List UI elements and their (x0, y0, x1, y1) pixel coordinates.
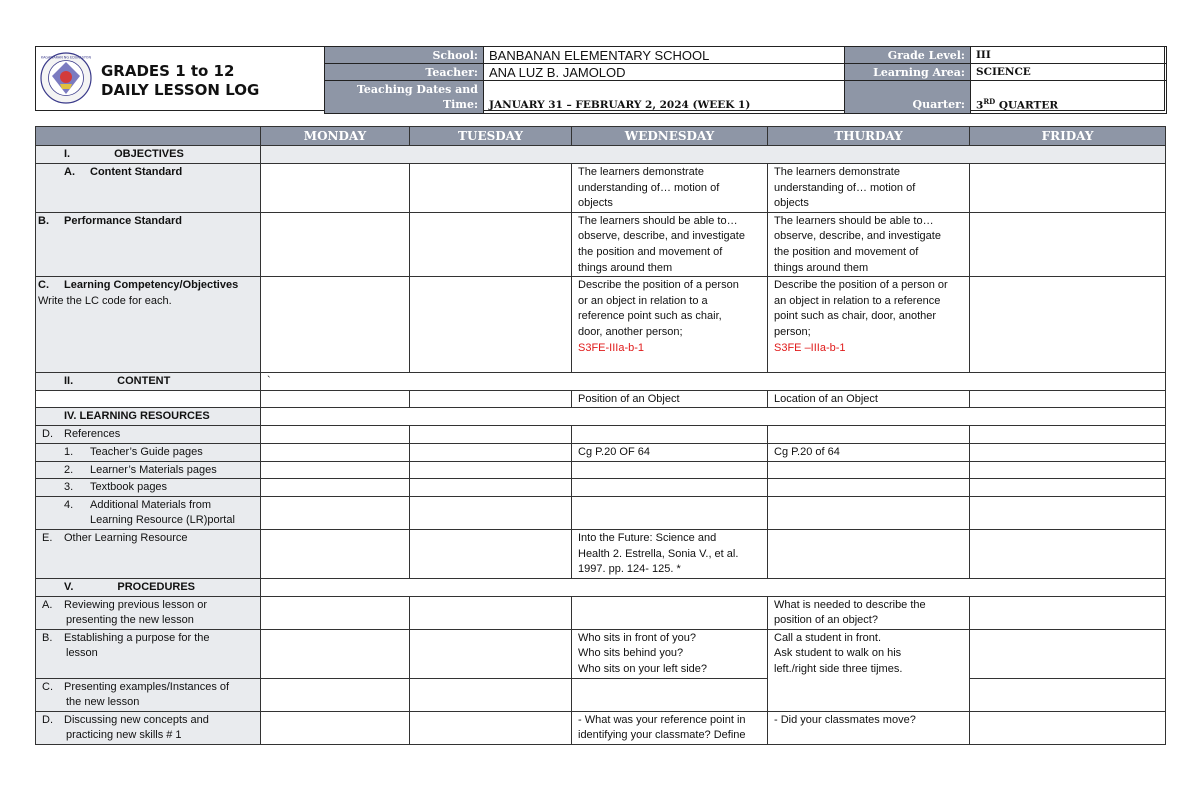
cell-line: objects (774, 197, 809, 210)
cell-line: the position and movement of (578, 245, 723, 258)
title-line-1: GRADES 1 to 12 (101, 62, 235, 80)
quarter-suffix: RD (983, 96, 996, 106)
content-standard-num: A. (64, 166, 75, 178)
cell-line: Who sits in front of you? (578, 631, 696, 644)
textbook-row (36, 479, 1166, 497)
wed-references[interactable] (572, 425, 768, 443)
tue-other-resource[interactable] (410, 529, 572, 578)
purpose-line-1: Establishing a purpose for the (64, 631, 210, 644)
thu-learners-materials[interactable] (768, 461, 970, 479)
quarter-text: QUARTER (995, 99, 1059, 111)
day-header-row (36, 127, 1166, 146)
wed-content-standard[interactable] (572, 164, 768, 213)
cell-line: The learners should be able to… (578, 214, 738, 227)
wed-lc-code: S3FE-IIIa-b-1 (578, 341, 645, 354)
thu-references[interactable] (768, 425, 970, 443)
wed-learners-materials[interactable] (572, 461, 768, 479)
teacher-value[interactable]: ANA LUZ B. JAMOLOD (484, 64, 845, 81)
other-resource-text: Other Learning Resource (64, 531, 188, 544)
cell-line: understanding of… motion of (774, 181, 916, 194)
deped-seal-icon (40, 52, 92, 104)
cell-line: things around them (578, 261, 673, 274)
learning-resources-label (36, 408, 261, 426)
thu-discussing[interactable] (768, 711, 970, 744)
wed-other-resource[interactable] (572, 529, 768, 578)
cell-line: Call a student in front. (774, 631, 882, 644)
references-row (36, 425, 1166, 443)
grade-level-label: Grade Level: (845, 47, 971, 64)
tue-teachers-guide[interactable] (410, 443, 572, 461)
wed-textbook[interactable] (572, 479, 768, 497)
dates-value[interactable]: JANUARY 31 – FEBRUARY 2, 2024 (WEEK 1) (484, 81, 845, 114)
topic-row (36, 390, 1166, 408)
cell-line: The learners demonstrate (774, 166, 900, 178)
presenting-num: C. (42, 680, 53, 693)
grade-level-value[interactable]: III (971, 47, 1167, 64)
mon-references[interactable] (261, 425, 410, 443)
teachers-guide-row (36, 443, 1166, 461)
mon-purpose[interactable] (261, 629, 410, 678)
objectives-span (261, 146, 1166, 164)
fri-other-resource[interactable] (970, 529, 1166, 578)
mon-additional-materials[interactable] (261, 496, 410, 529)
fri-discussing[interactable] (970, 711, 1166, 744)
other-resource-num: E. (42, 531, 53, 544)
review-line-2: presenting the new lesson (66, 614, 194, 627)
purpose-num: B. (42, 631, 53, 644)
procedures-label (36, 578, 261, 596)
learners-materials-text: Learner’s Materials pages (90, 463, 217, 476)
day-thursday: THURDAY (768, 127, 970, 146)
lesson-log-table (35, 126, 1166, 745)
cell-line: point such as chair, door, another (774, 310, 937, 323)
learning-competency-text: Learning Competency/Objectives (64, 279, 239, 292)
additional-materials-row (36, 496, 1166, 529)
additional-materials-label (36, 496, 261, 529)
dates-label (325, 81, 484, 114)
cell-line: person; (774, 325, 811, 338)
mon-learners-materials[interactable] (261, 461, 410, 479)
document-title (101, 62, 259, 100)
fri-content-standard[interactable] (970, 164, 1166, 213)
thu-performance-standard[interactable] (768, 212, 970, 276)
procedures-span (261, 578, 1166, 596)
thu-content-standard[interactable] (768, 164, 970, 213)
fri-teachers-guide[interactable] (970, 443, 1166, 461)
purpose-row (36, 629, 1166, 678)
mon-discussing[interactable] (261, 711, 410, 744)
objectives-row (36, 146, 1166, 164)
tue-review[interactable] (410, 596, 572, 629)
fri-learners-materials[interactable] (970, 461, 1166, 479)
learning-area-value[interactable]: SCIENCE (971, 64, 1167, 81)
svg-text:KAGAWARAN NG EDUKASYON: KAGAWARAN NG EDUKASYON (40, 55, 92, 60)
presenting-row (36, 678, 1166, 711)
wed-topic[interactable]: Position of an Object (572, 390, 768, 408)
cell-line: Who sits on your left side? (578, 663, 708, 676)
cell-line: observe, describe, and investigate (578, 230, 745, 243)
cell-line: objects (578, 197, 613, 210)
tue-discussing[interactable] (410, 711, 572, 744)
cell-line: left./right side three tijmes. (774, 663, 903, 676)
mon-review[interactable] (261, 596, 410, 629)
thu-additional-materials[interactable] (768, 496, 970, 529)
cell-line: the position and movement of (774, 245, 919, 258)
cell-line: Describe the position of a person or (774, 279, 948, 292)
other-resource-row (36, 529, 1166, 578)
mon-topic[interactable] (261, 390, 410, 408)
school-value[interactable]: BANBANAN ELEMENTARY SCHOOL (484, 47, 845, 64)
discussing-line-1: Discussing new concepts and (64, 713, 209, 726)
cell-line: or an object in relation to a (578, 294, 708, 307)
fri-purpose[interactable] (970, 629, 1166, 678)
thu-lc-code: S3FE –IIIa-b-1 (774, 341, 846, 354)
thu-teachers-guide[interactable]: Cg P.20 of 64 (768, 443, 970, 461)
discussing-row (36, 711, 1166, 744)
tue-learners-materials[interactable] (410, 461, 572, 479)
performance-standard-num: B. (38, 214, 49, 227)
learning-competency-note: Write the LC code for each. (38, 294, 172, 307)
thu-review[interactable] (768, 596, 970, 629)
thu-textbook[interactable] (768, 479, 970, 497)
fri-additional-materials[interactable] (970, 496, 1166, 529)
learners-materials-label (36, 461, 261, 479)
wed-learning-competency[interactable] (572, 277, 768, 373)
mon-presenting[interactable] (261, 678, 410, 711)
quarter-number: 3 (976, 99, 984, 111)
references-num: D. (42, 427, 53, 440)
learning-competency-num: C. (38, 279, 49, 292)
procedures-row (36, 578, 1166, 596)
fri-topic[interactable] (970, 390, 1166, 408)
thu-topic[interactable]: Location of an Object (768, 390, 970, 408)
content-span[interactable] (261, 373, 1166, 391)
content-standard-label (36, 164, 261, 213)
wed-purpose[interactable] (572, 629, 768, 678)
cell-line: 1997. pp. 124- 125. * (578, 563, 681, 576)
review-num: A. (42, 598, 53, 611)
mon-teachers-guide[interactable] (261, 443, 410, 461)
textbook-label (36, 479, 261, 497)
discussing-line-2: practicing new skills # 1 (66, 729, 182, 742)
tue-purpose[interactable] (410, 629, 572, 678)
tue-learning-competency[interactable] (410, 277, 572, 373)
learners-materials-row (36, 461, 1166, 479)
mon-textbook[interactable] (261, 479, 410, 497)
additional-materials-line-1: Additional Materials from (90, 498, 212, 511)
quarter-value[interactable] (971, 81, 1167, 114)
objectives-label (36, 146, 261, 164)
tue-textbook[interactable] (410, 479, 572, 497)
cell-line: reference point such as chair, (578, 310, 722, 323)
discussing-num: D. (42, 713, 53, 726)
cell-line: Health 2. Estrella, Sonia V., et al. (578, 547, 739, 560)
wed-additional-materials[interactable] (572, 496, 768, 529)
textbook-num: 3. (64, 481, 74, 494)
content-num: II. (64, 375, 74, 388)
cell-line: Ask student to walk on his (774, 647, 902, 660)
presenting-line-1: Presenting examples/Instances of (64, 680, 230, 693)
references-text: References (64, 427, 121, 440)
fri-performance-standard[interactable] (970, 212, 1166, 276)
corner-cell (36, 127, 261, 146)
day-wednesday: WEDNESDAY (572, 127, 768, 146)
cell-line: The learners demonstrate (578, 166, 704, 178)
tue-presenting[interactable] (410, 678, 572, 711)
header-info-table (324, 46, 1167, 114)
teacher-label: Teacher: (325, 64, 484, 81)
other-resource-label (36, 529, 261, 578)
performance-standard-label (36, 212, 261, 276)
thu-purpose[interactable] (768, 629, 970, 711)
teachers-guide-label (36, 443, 261, 461)
day-friday: FRIDAY (970, 127, 1166, 146)
fri-references[interactable] (970, 425, 1166, 443)
wed-presenting[interactable] (572, 678, 768, 711)
fri-learning-competency[interactable] (970, 277, 1166, 373)
review-line-1: Reviewing previous lesson or (64, 598, 208, 611)
thu-other-resource[interactable] (768, 529, 970, 578)
purpose-line-2: lesson (66, 647, 98, 660)
quarter-label: Quarter: (845, 81, 971, 114)
cell-line: The learners should be able to… (774, 214, 934, 227)
content-label (36, 373, 261, 391)
tue-references[interactable] (410, 425, 572, 443)
performance-standard-row (36, 212, 1166, 276)
fri-presenting[interactable] (970, 678, 1166, 711)
discussing-label (36, 711, 261, 744)
content-standard-row (36, 164, 1166, 213)
procedures-num: V. (64, 580, 74, 593)
mon-learning-competency[interactable] (261, 277, 410, 373)
additional-materials-num: 4. (64, 498, 74, 511)
cell-line: an object in relation to a reference (774, 294, 941, 307)
fri-review[interactable] (970, 596, 1166, 629)
textbook-text: Textbook pages (90, 481, 168, 494)
procedures-text: PROCEDURES (117, 580, 196, 593)
cell-line: understanding of… motion of (578, 181, 720, 194)
cell-line: identifying your classmate? Define (578, 729, 746, 742)
learners-materials-num: 2. (64, 463, 74, 476)
mon-content-standard[interactable] (261, 164, 410, 213)
tue-additional-materials[interactable] (410, 496, 572, 529)
learning-resources-row (36, 408, 1166, 426)
mon-other-resource[interactable] (261, 529, 410, 578)
references-label (36, 425, 261, 443)
tue-content-standard[interactable] (410, 164, 572, 213)
wed-discussing[interactable] (572, 711, 768, 744)
learning-resources-span (261, 408, 1166, 426)
teachers-guide-num: 1. (64, 445, 74, 458)
day-tuesday: TUESDAY (410, 127, 572, 146)
fri-textbook[interactable] (970, 479, 1166, 497)
content-mark: ` (267, 375, 271, 388)
review-row (36, 596, 1166, 629)
learning-competency-row (36, 277, 1166, 373)
review-label (36, 596, 261, 629)
tue-performance-standard[interactable] (410, 212, 572, 276)
cell-line: Into the Future: Science and (578, 531, 717, 544)
objectives-text: OBJECTIVES (114, 148, 184, 160)
school-label: School: (325, 47, 484, 64)
objectives-num: I. (64, 148, 71, 160)
learning-competency-label (36, 277, 261, 373)
purpose-label (36, 629, 261, 678)
cell-line: things around them (774, 261, 869, 274)
title-line-2: DAILY LESSON LOG (101, 81, 260, 99)
content-standard-text: Content Standard (90, 166, 183, 178)
mon-performance-standard[interactable] (261, 212, 410, 276)
cell-line: door, another person; (578, 325, 683, 338)
topic-label (36, 390, 261, 408)
presenting-line-2: the new lesson (66, 696, 140, 709)
thu-learning-competency[interactable] (768, 277, 970, 373)
cell-line: Describe the position of a person (578, 279, 739, 292)
performance-standard-text: Performance Standard (64, 214, 182, 227)
wed-performance-standard[interactable] (572, 212, 768, 276)
presenting-label (36, 678, 261, 711)
cell-line: Who sits behind you? (578, 647, 684, 660)
cell-line: - What was your reference point in (578, 713, 746, 726)
wed-teachers-guide[interactable]: Cg P.20 OF 64 (572, 443, 768, 461)
cell-line: position of an object? (774, 614, 878, 627)
learning-resources-text: IV. LEARNING RESOURCES (64, 410, 210, 423)
cell-line: observe, describe, and investigate (774, 230, 941, 243)
cell-line: What is needed to describe the (774, 598, 926, 611)
day-monday: MONDAY (261, 127, 410, 146)
content-text: CONTENT (117, 375, 171, 388)
dates-label-line-2: Time: (442, 98, 478, 111)
learning-area-label: Learning Area: (845, 64, 971, 81)
additional-materials-line-2: Learning Resource (LR)portal (90, 514, 235, 527)
wed-review[interactable] (572, 596, 768, 629)
tue-topic[interactable] (410, 390, 572, 408)
cell-line: - Did your classmates move? (774, 713, 916, 726)
content-row (36, 373, 1166, 391)
dates-label-line-1: Teaching Dates and (356, 83, 478, 96)
teachers-guide-text: Teacher’s Guide pages (90, 445, 203, 458)
